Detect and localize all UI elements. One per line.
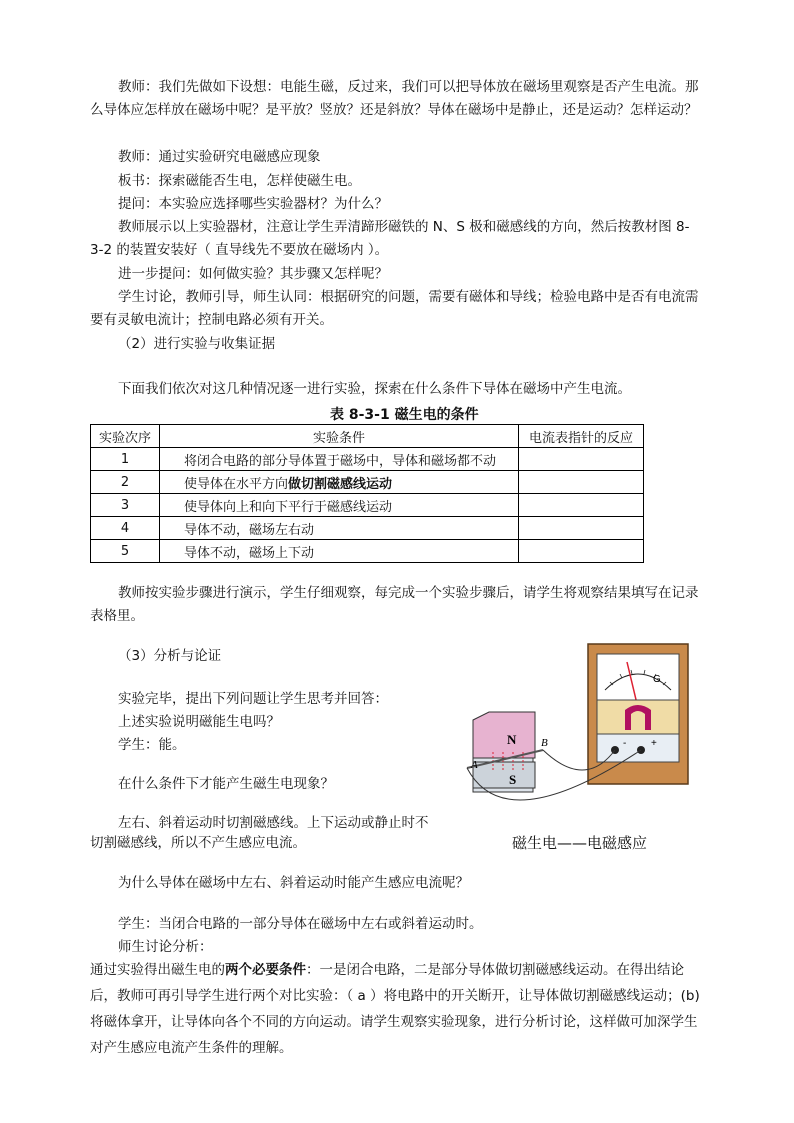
label-s: S bbox=[509, 772, 517, 787]
cell-reaction bbox=[519, 517, 644, 540]
paragraph-analysis: 师生讨论分析： bbox=[118, 939, 213, 955]
cell-reaction bbox=[519, 540, 644, 563]
paragraph-demo: 教师按实验步骤进行演示，学生仔细观察，每完成一个实验步骤后，请学生将观察结果填写在记录表格里。 bbox=[90, 585, 699, 624]
label-a: A bbox=[471, 759, 478, 771]
cell-reaction bbox=[519, 494, 644, 517]
table-row bbox=[91, 471, 644, 494]
cell-order: 5 bbox=[91, 540, 160, 563]
heading-section-3: （3）分析与论证 bbox=[118, 648, 222, 664]
paragraph-teacher-hypothesis: 教师：我们先做如下设想：电能生磁，反过来，我们可以把导体放在磁场里观察是否产生电流。那么导体应怎样放在磁场中呢？是平放？竖放？还是斜放？导体在磁场中是静止，还是运动？怎样运动？ bbox=[90, 79, 699, 118]
paragraph-experiment-intro: 下面我们依次对这几种情况逐一进行实验，探索在什么条件下导体在磁场中产生电流。 bbox=[118, 381, 631, 397]
table-row bbox=[91, 540, 644, 563]
paragraph-question-equipment: 提问：本实验应选择哪些实验器材？为什么？ bbox=[118, 196, 388, 212]
paragraph-question-1: 上述实验说明磁能生电吗？ bbox=[118, 714, 280, 730]
label-g: G bbox=[653, 674, 661, 685]
paragraph-answer-2a: 左右、斜着运动时切割磁感线。上下运动或静止时不 bbox=[118, 815, 429, 831]
magnet-north bbox=[473, 712, 535, 758]
paragraph-question-steps: 进一步提问：如何做实验？其步骤又怎样呢？ bbox=[118, 266, 388, 282]
cell-condition: 将闭合电路的部分导体置于磁场中，导体和磁场都不动 bbox=[160, 448, 519, 471]
header-order: 实验次序 bbox=[91, 425, 160, 448]
table-caption: 表 8-3-1 磁生电的条件 bbox=[330, 407, 479, 423]
paragraph-question-3: 为什么导体在磁场中左右、斜着运动时能产生感应电流呢？ bbox=[118, 875, 469, 891]
label-b: B bbox=[541, 737, 548, 749]
table-row bbox=[91, 494, 644, 517]
paragraph-questions-intro: 实验完毕，提出下列问题让学生思考并回答： bbox=[118, 691, 388, 707]
table-row bbox=[91, 517, 644, 540]
paragraph-teacher-research: 教师：通过实验研究电磁感应现象 bbox=[118, 149, 321, 165]
cell-condition bbox=[160, 471, 519, 494]
cell-order: 2 bbox=[91, 471, 160, 494]
paragraph-conclusion bbox=[90, 957, 702, 1061]
cell-condition: 导体不动，磁场上下动 bbox=[160, 540, 519, 563]
paragraph-setup: 教师展示以上实验器材，注意让学生弄清蹄形磁铁的 N、S 极和磁感线的方向，然后按教材图 8-3-2 的装置安装好（ 直导线先不要放在磁场内 ）。 bbox=[90, 219, 690, 258]
magnet-south bbox=[473, 762, 535, 788]
paragraph-student-answer-1: 学生：能。 bbox=[118, 737, 186, 753]
cell-order: 4 bbox=[91, 517, 160, 540]
conclusion-bold: 两个必要条件 bbox=[225, 962, 306, 978]
paragraph-answer-2b: 切割磁感线，所以不产生感应电流。 bbox=[90, 835, 306, 851]
label-n: N bbox=[507, 732, 517, 747]
cell-condition: 导体不动，磁场左右动 bbox=[160, 517, 519, 540]
paragraph-blackboard: 板书：探索磁能否生电，怎样使磁生电。 bbox=[118, 173, 361, 189]
conclusion-part-2: ：一是闭合电路，二是部分导体做切割磁感线运动。在得出结论后，教师可再引导学生进行两个对比实验：（ a ）将电路中的开关断开，让导体做切割磁感线运动；(b) 将磁体拿开，让导体向各个不同的方向运动。请学生观察实验现象，进行分析讨论，这样做可加深学生对产生感应电流产生条件的理解。 bbox=[90, 962, 700, 1056]
label-minus: - bbox=[623, 738, 627, 749]
conditions-table bbox=[90, 424, 644, 563]
cell-condition-bold: 做切割磁感线运动 bbox=[288, 476, 393, 492]
cell-reaction bbox=[519, 448, 644, 471]
table-header-row bbox=[91, 425, 644, 448]
paragraph-question-2: 在什么条件下才能产生磁生电现象？ bbox=[118, 776, 334, 792]
paragraph-discussion: 学生讨论，教师引导，师生认同：根据研究的问题，需要有磁体和导线；检验电路中是否有电流需要有灵敏电流计；控制电路必须有开关。 bbox=[90, 289, 699, 328]
cell-condition: 使导体向上和向下平行于磁感线运动 bbox=[160, 494, 519, 517]
figure-caption: 磁生电——电磁感应 bbox=[512, 834, 648, 852]
electromagnetic-induction-illustration bbox=[465, 640, 705, 830]
label-plus: + bbox=[651, 738, 657, 749]
cell-condition-part: 使导体在水平方向 bbox=[184, 476, 289, 492]
header-reaction: 电流表指针的反应 bbox=[519, 425, 644, 448]
conclusion-part-1: 通过实验得出磁生电的 bbox=[90, 962, 225, 978]
galvanometer-dial bbox=[597, 654, 679, 700]
cell-order: 1 bbox=[91, 448, 160, 471]
heading-section-2: （2）进行实验与收集证据 bbox=[118, 336, 276, 352]
cell-order: 3 bbox=[91, 494, 160, 517]
cell-reaction bbox=[519, 471, 644, 494]
paragraph-student-answer-3: 学生：当闭合电路的一部分导体在磁场中左右或斜着运动时。 bbox=[118, 916, 483, 932]
header-condition: 实验条件 bbox=[160, 425, 519, 448]
table-row bbox=[91, 448, 644, 471]
